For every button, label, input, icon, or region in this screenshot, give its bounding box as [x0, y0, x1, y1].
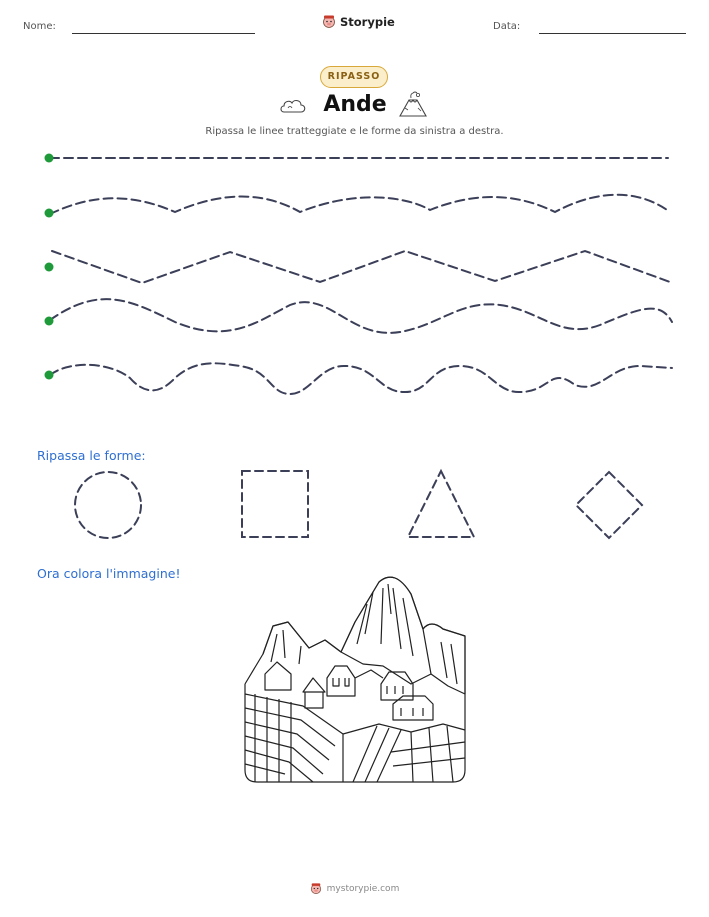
footer [0, 882, 709, 895]
trace-triangle[interactable] [408, 471, 474, 537]
brand-name: Storypie [340, 14, 395, 29]
page-title: Ande [323, 92, 387, 117]
date-line[interactable] [539, 33, 686, 34]
start-dot [45, 371, 54, 380]
start-dot [45, 154, 54, 163]
trace-square[interactable] [242, 471, 308, 537]
shapes-heading: Ripassa le forme: [37, 448, 146, 463]
trace-line-wave[interactable] [50, 299, 672, 333]
pig-icon [322, 14, 336, 29]
name-label: Nome: [23, 21, 56, 32]
start-dot [45, 317, 54, 326]
trace-line-bumpy-wave[interactable] [50, 363, 672, 394]
trace-line-zigzag[interactable] [52, 251, 670, 283]
start-dot [45, 263, 54, 272]
trace-circle[interactable] [75, 472, 141, 538]
volcano-icon [398, 90, 428, 118]
tracing-shapes [0, 465, 709, 545]
name-line[interactable] [72, 33, 255, 34]
color-heading: Ora colora l'immagine! [37, 566, 181, 581]
start-dot [45, 209, 54, 218]
trace-line-soft-wave[interactable] [50, 195, 670, 214]
brand-logo [322, 14, 395, 29]
instructions: Ripassa le linee tratteggiate e le forme da sinistra a destra. [205, 126, 504, 137]
pig-icon [310, 882, 322, 895]
cloud-icon [279, 96, 307, 116]
review-badge: RIPASSO [320, 66, 388, 88]
machu-picchu-illustration[interactable] [243, 574, 467, 786]
date-label: Data: [493, 21, 521, 32]
trace-diamond[interactable] [576, 472, 642, 538]
tracing-lines [0, 140, 709, 400]
footer-site[interactable]: mystorypie.com [326, 883, 400, 894]
